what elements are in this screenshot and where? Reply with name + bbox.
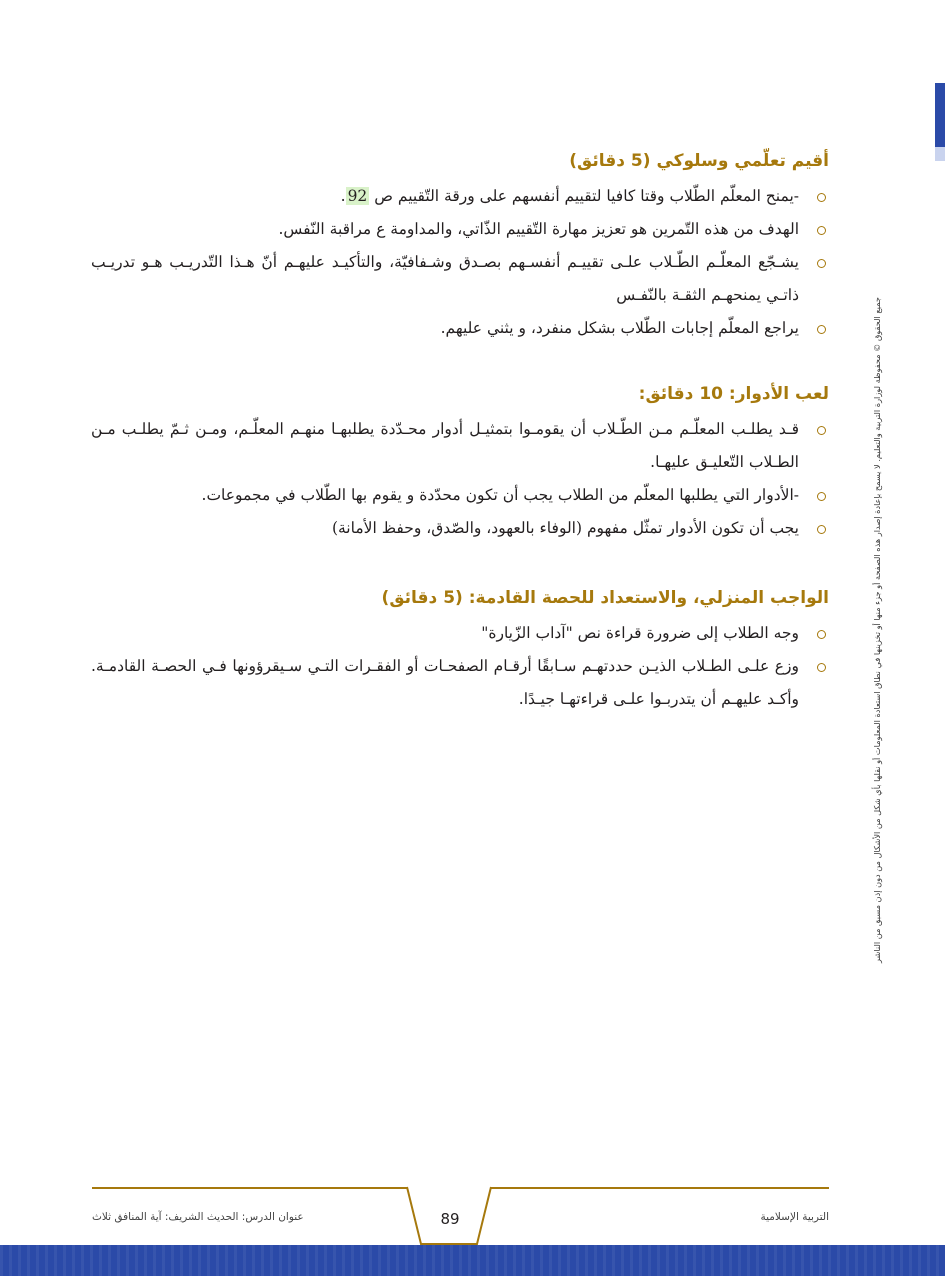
item-text: يشـجّع المعلّـم الطّـلاب علـى تقييـم أنفسـهم بصـدق وشـفافيّة، والتأكيـد عليهـم أنّ هـذا التّدريـب هـو تدريـب ذاتـي يمنحهـم الثقـة بالنّفـس xyxy=(91,253,799,304)
list-item xyxy=(91,413,829,479)
bullet-circle-icon xyxy=(817,426,826,435)
list-item xyxy=(91,617,829,650)
bullet-circle-icon xyxy=(817,630,826,639)
section-title: أقيم تعلّمي وسلوكي (5 دقائق) xyxy=(569,151,829,171)
list-item xyxy=(91,312,829,345)
list-item xyxy=(91,512,829,545)
section-title: الواجب المنزلي، والاستعداد للحصة القادمة: (5 دقائق) xyxy=(381,588,829,608)
section-role-play xyxy=(91,381,829,545)
bullet-list xyxy=(91,180,829,345)
list-item xyxy=(91,213,829,246)
page-number: 89 xyxy=(440,1210,460,1228)
section-title: لعب الأدوار: 10 دقائق: xyxy=(638,384,829,404)
item-text: -الأدوار التي يطلبها المعلّم من الطلاب يجب أن تكون محدّدة و يقوم بها الطّلاب في مجموعات. xyxy=(201,486,799,504)
bullet-circle-icon xyxy=(817,226,826,235)
section-self-assessment xyxy=(91,148,829,345)
item-text: يجب أن تكون الأدوار تمثّل مفهوم (الوفاء بالعهود، والصّدق، وحفظ الأمانة) xyxy=(331,519,799,537)
bullet-circle-icon xyxy=(817,325,826,334)
footer-rule-right xyxy=(490,1187,829,1189)
list-item xyxy=(91,650,829,716)
bullet-circle-icon xyxy=(817,663,826,672)
highlighted-page-number: 92 xyxy=(347,187,368,205)
section-homework xyxy=(91,585,829,716)
bullet-circle-icon xyxy=(817,525,826,534)
item-text-end: . xyxy=(340,187,346,205)
copyright-side-note: جميع الحقوق © محفوظة لوزارة التربية والتعليم. لا يسمح بإعادة إصدار هذه الصفحة أو جزء منها أو تخزينها في نطاق استعادة المعلومات أو نقلها بأي شكل من الأشكال من دون إذن مسبق من الناشر xyxy=(872,297,882,963)
bullet-circle-icon xyxy=(817,259,826,268)
bullet-list xyxy=(91,413,829,545)
item-text: يراجع المعلّم إجابات الطّلاب بشكل منفرد، و يثني عليهم. xyxy=(440,319,799,337)
edge-tab-light xyxy=(935,147,945,161)
item-text: قـد يطلـب المعلّـم مـن الطّـلاب أن يقومـوا بتمثيـل أدوار محـدّدة يطلبهـا منهـم المعلّـم، ومـن ثـمّ يطلـب مـن الطـلاب التّعليـق عليهـا. xyxy=(91,420,799,471)
item-text: وجه الطلاب إلى ضرورة قراءة نص "آداب الزّيارة" xyxy=(481,624,799,642)
list-item xyxy=(91,479,829,512)
bullet-circle-icon xyxy=(817,193,826,202)
list-item xyxy=(91,246,829,312)
bullet-circle-icon xyxy=(817,492,826,501)
footer-rule-left xyxy=(92,1187,407,1189)
footer-lesson-title: عنوان الدرس: الحديث الشريف: آية المنافق ثلاث xyxy=(92,1211,304,1223)
footer-subject: التربية الإسلامية xyxy=(760,1211,829,1223)
bottom-band xyxy=(0,1245,945,1276)
list-item xyxy=(91,180,829,213)
bullet-list xyxy=(91,617,829,716)
item-text: -يمنح المعلّم الطّلاب وقتا كافيا لتقييم أنفسهم على ورقة التّقييم ص xyxy=(369,187,799,205)
edge-tab xyxy=(935,83,945,147)
main-content xyxy=(91,148,829,716)
item-text: وزع علـى الطـلاب الذيـن حددتهـم سـابقًا أرقـام الصفحـات أو الفقـرات التـي سـيقرؤونها فـي الحصـة القادمـة. وأكـد عليهـم أن يتدربـوا علـى قراءتهـا جيـدًا. xyxy=(91,657,799,708)
item-text: الهدف من هذه التّمرين هو تعزيز مهارة التّقييم الذّاتي، والمداومة ع مراقبة النّفس. xyxy=(278,220,799,238)
